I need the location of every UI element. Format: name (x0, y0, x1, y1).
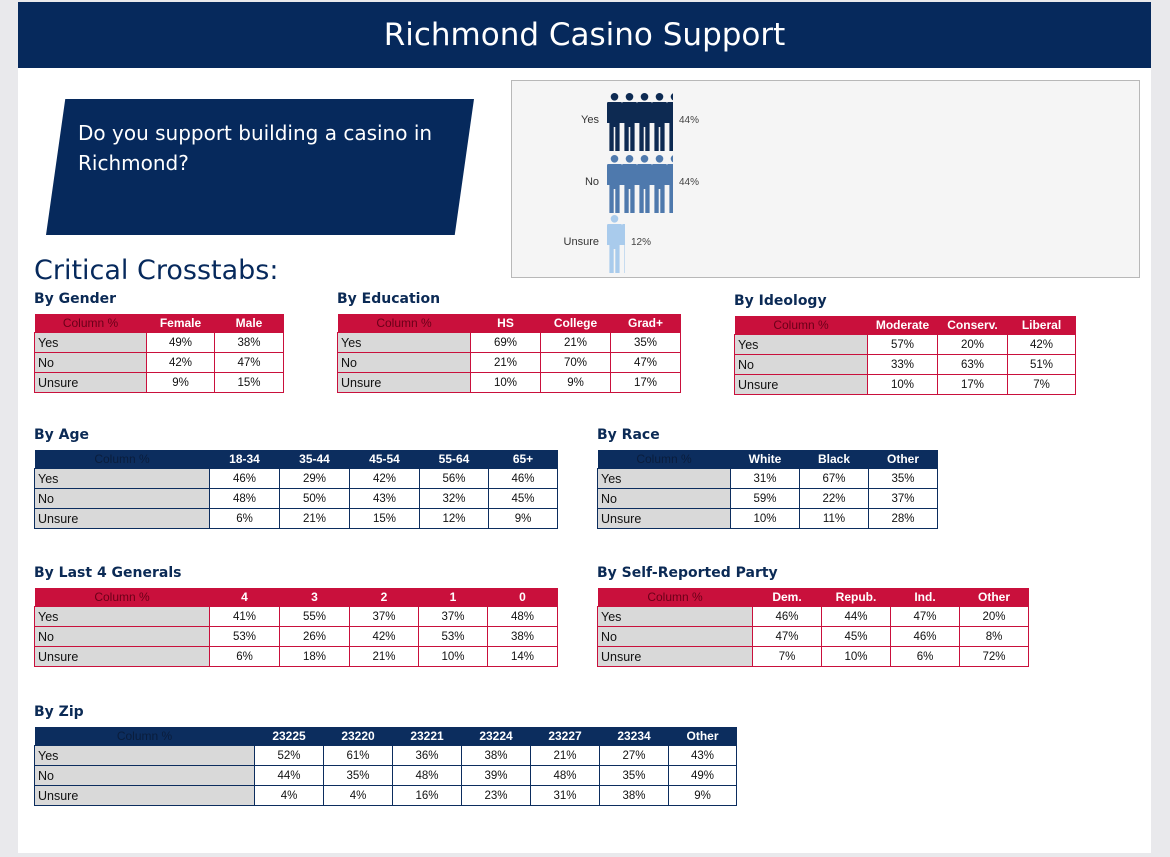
table-cell: 20% (960, 607, 1029, 627)
table-cell: 53% (419, 627, 488, 647)
pictograph-bar (607, 155, 682, 213)
table-row (598, 627, 1029, 647)
report-page (18, 2, 1151, 853)
zip-table (34, 727, 737, 806)
table-cell: 21% (471, 353, 541, 373)
row-label: Yes (735, 335, 868, 355)
column-header: HS (471, 314, 541, 333)
column-header: 23234 (600, 727, 669, 746)
table-cell: 42% (1008, 335, 1076, 355)
topline-pictograph-chart (511, 80, 1140, 278)
pictograph-svg (512, 81, 1139, 277)
table-cell: 44% (822, 607, 891, 627)
column-percent-header: Column % (35, 314, 147, 333)
table-cell: 21% (541, 333, 611, 353)
column-header: Dem. (753, 588, 822, 607)
table-cell: 10% (868, 375, 938, 395)
table-cell: 72% (960, 647, 1029, 667)
race-crosstab (597, 427, 938, 529)
row-label: Yes (35, 469, 210, 489)
person-icon (607, 155, 622, 213)
table-cell: 21% (350, 647, 419, 667)
table-cell: 37% (419, 607, 488, 627)
column-percent-header: Column % (35, 588, 210, 607)
column-header: 45-54 (350, 450, 420, 469)
ideology-crosstab (734, 293, 1076, 395)
table-cell: 23% (462, 786, 531, 806)
race-crosstab-title: By Race (597, 427, 660, 443)
generals-crosstab (34, 565, 558, 667)
table-cell: 38% (600, 786, 669, 806)
table-cell: 52% (255, 746, 324, 766)
table-cell: 9% (541, 373, 611, 393)
zip-crosstab (34, 704, 737, 806)
table-row (735, 335, 1076, 355)
person-icon (637, 155, 652, 213)
table-cell: 47% (753, 627, 822, 647)
table-cell: 38% (488, 627, 558, 647)
column-header: Repub. (822, 588, 891, 607)
table-cell: 7% (1008, 375, 1076, 395)
table-row (598, 647, 1029, 667)
table-cell: 7% (753, 647, 822, 667)
page-title: Richmond Casino Support (18, 2, 1151, 68)
column-percent-header: Column % (735, 316, 868, 335)
table-cell: 16% (393, 786, 462, 806)
table-cell: 21% (531, 746, 600, 766)
party-crosstab (597, 565, 1029, 667)
age-crosstab (34, 427, 558, 529)
row-label: Unsure (735, 375, 868, 395)
column-header: 65+ (489, 450, 558, 469)
table-cell: 49% (147, 333, 215, 353)
column-header: Male (215, 314, 284, 333)
table-row (35, 766, 737, 786)
table-cell: 70% (541, 353, 611, 373)
table-cell: 4% (255, 786, 324, 806)
column-header: Ind. (891, 588, 960, 607)
ideology-crosstab-title: By Ideology (734, 293, 827, 309)
table-cell: 46% (753, 607, 822, 627)
row-label: Unsure (598, 509, 731, 529)
column-header: 23227 (531, 727, 600, 746)
table-cell: 18% (280, 647, 350, 667)
column-percent-header: Column % (35, 450, 210, 469)
table-row (598, 469, 938, 489)
table-cell: 26% (280, 627, 350, 647)
column-header: 23224 (462, 727, 531, 746)
pictograph-category-label: No (584, 176, 599, 188)
row-label: No (735, 355, 868, 375)
table-cell: 15% (350, 509, 420, 529)
row-label: No (35, 627, 210, 647)
column-header: 23220 (324, 727, 393, 746)
table-cell: 14% (488, 647, 558, 667)
person-icon (622, 93, 637, 151)
table-cell: 47% (215, 353, 284, 373)
row-label: No (338, 353, 471, 373)
row-label: Unsure (338, 373, 471, 393)
table-cell: 35% (611, 333, 681, 353)
table-cell: 9% (669, 786, 737, 806)
table-row (735, 355, 1076, 375)
table-cell: 10% (822, 647, 891, 667)
table-cell: 69% (471, 333, 541, 353)
gender-table (34, 314, 284, 393)
zip-crosstab-title: By Zip (34, 704, 84, 720)
table-row (35, 607, 558, 627)
table-cell: 49% (669, 766, 737, 786)
person-icon (607, 215, 622, 273)
table-cell: 63% (938, 355, 1008, 375)
column-header: 1 (419, 588, 488, 607)
table-row (35, 509, 558, 529)
table-row (35, 786, 737, 806)
column-header: 2 (350, 588, 419, 607)
column-header: College (541, 314, 611, 333)
column-header: 3 (280, 588, 350, 607)
table-cell: 12% (420, 509, 489, 529)
gender-crosstab-title: By Gender (34, 291, 117, 307)
table-cell: 38% (462, 746, 531, 766)
row-label: Yes (35, 746, 255, 766)
table-row (35, 489, 558, 509)
table-cell: 33% (868, 355, 938, 375)
table-cell: 48% (531, 766, 600, 786)
row-label: Yes (338, 333, 471, 353)
column-header: 18-34 (210, 450, 280, 469)
table-cell: 32% (420, 489, 489, 509)
column-header: Moderate (868, 316, 938, 335)
table-cell: 31% (531, 786, 600, 806)
table-cell: 43% (669, 746, 737, 766)
column-header: 4 (210, 588, 280, 607)
column-header: White (731, 450, 800, 469)
column-percent-header: Column % (598, 588, 753, 607)
table-cell: 10% (731, 509, 800, 529)
column-percent-header: Column % (338, 314, 471, 333)
table-row (35, 627, 558, 647)
row-label: Unsure (35, 647, 210, 667)
table-cell: 43% (350, 489, 420, 509)
row-label: No (598, 627, 753, 647)
table-cell: 48% (488, 607, 558, 627)
pictograph-value-label: 44% (679, 177, 700, 188)
table-cell: 57% (868, 335, 938, 355)
row-label: Yes (598, 607, 753, 627)
column-percent-header: Column % (598, 450, 731, 469)
table-row (598, 489, 938, 509)
table-cell: 61% (324, 746, 393, 766)
column-header: 23221 (393, 727, 462, 746)
table-cell: 27% (600, 746, 669, 766)
row-label: No (35, 489, 210, 509)
person-icon (607, 93, 622, 151)
table-cell: 35% (869, 469, 938, 489)
table-cell: 48% (210, 489, 280, 509)
pictograph-row-yes (581, 93, 699, 151)
table-row (598, 509, 938, 529)
education-crosstab (337, 291, 681, 393)
age-crosstab-title: By Age (34, 427, 90, 443)
table-cell: 67% (800, 469, 869, 489)
crosstabs-heading: Critical Crosstabs: (34, 255, 279, 286)
table-cell: 39% (462, 766, 531, 786)
table-cell: 42% (350, 627, 419, 647)
table-cell: 6% (210, 509, 280, 529)
table-cell: 55% (280, 607, 350, 627)
generals-table (34, 588, 558, 667)
row-label: Unsure (35, 373, 147, 393)
person-icon (622, 155, 637, 213)
table-cell: 46% (489, 469, 558, 489)
table-cell: 53% (210, 627, 280, 647)
gender-crosstab (34, 291, 284, 393)
table-cell: 29% (280, 469, 350, 489)
row-label: Unsure (35, 786, 255, 806)
table-cell: 46% (210, 469, 280, 489)
table-cell: 22% (800, 489, 869, 509)
pictograph-category-label: Unsure (563, 236, 599, 248)
table-cell: 38% (215, 333, 284, 353)
column-header: Conserv. (938, 316, 1008, 335)
column-header: Other (669, 727, 737, 746)
table-cell: 8% (960, 627, 1029, 647)
table-cell: 42% (147, 353, 215, 373)
table-row (598, 607, 1029, 627)
row-label: Yes (35, 333, 147, 353)
table-cell: 44% (255, 766, 324, 786)
table-cell: 10% (471, 373, 541, 393)
table-cell: 9% (147, 373, 215, 393)
table-row (338, 353, 681, 373)
table-cell: 46% (891, 627, 960, 647)
table-cell: 59% (731, 489, 800, 509)
table-cell: 17% (938, 375, 1008, 395)
table-cell: 6% (210, 647, 280, 667)
column-header: Other (960, 588, 1029, 607)
table-cell: 20% (938, 335, 1008, 355)
table-cell: 28% (869, 509, 938, 529)
column-header: 55-64 (420, 450, 489, 469)
table-cell: 42% (350, 469, 420, 489)
table-cell: 47% (891, 607, 960, 627)
table-row (35, 353, 284, 373)
row-label: Unsure (598, 647, 753, 667)
table-cell: 45% (489, 489, 558, 509)
table-row (338, 373, 681, 393)
table-cell: 4% (324, 786, 393, 806)
table-row (35, 469, 558, 489)
table-cell: 48% (393, 766, 462, 786)
age-table (34, 450, 558, 529)
person-icon (652, 155, 667, 213)
person-icon (637, 93, 652, 151)
table-row (35, 647, 558, 667)
table-cell: 35% (600, 766, 669, 786)
row-label: Unsure (35, 509, 210, 529)
row-label: No (598, 489, 731, 509)
row-label: No (35, 353, 147, 373)
table-cell: 47% (611, 353, 681, 373)
ideology-table (734, 316, 1076, 395)
column-header: Other (869, 450, 938, 469)
table-cell: 10% (419, 647, 488, 667)
column-header: Grad+ (611, 314, 681, 333)
table-cell: 17% (611, 373, 681, 393)
pictograph-row-no (585, 155, 699, 213)
question-text: Do you support building a casino in Richmond? (78, 121, 433, 175)
education-crosstab-title: By Education (337, 291, 441, 307)
table-cell: 37% (350, 607, 419, 627)
table-cell: 37% (869, 489, 938, 509)
table-row (35, 333, 284, 353)
column-percent-header: Column % (35, 727, 255, 746)
party-crosstab-title: By Self-Reported Party (597, 565, 778, 581)
table-cell: 35% (324, 766, 393, 786)
column-header: 0 (488, 588, 558, 607)
table-row (35, 373, 284, 393)
table-cell: 21% (280, 509, 350, 529)
table-cell: 56% (420, 469, 489, 489)
table-row (35, 746, 737, 766)
column-header: Liberal (1008, 316, 1076, 335)
table-cell: 31% (731, 469, 800, 489)
table-cell: 9% (489, 509, 558, 529)
table-cell: 6% (891, 647, 960, 667)
table-row (735, 375, 1076, 395)
table-cell: 36% (393, 746, 462, 766)
person-icon (652, 93, 667, 151)
row-label: No (35, 766, 255, 786)
table-row (338, 333, 681, 353)
table-cell: 11% (800, 509, 869, 529)
table-cell: 41% (210, 607, 280, 627)
generals-crosstab-title: By Last 4 Generals (34, 565, 182, 581)
column-header: Black (800, 450, 869, 469)
column-header: 23225 (255, 727, 324, 746)
pictograph-category-label: Yes (581, 114, 599, 126)
column-header: Female (147, 314, 215, 333)
row-label: Yes (35, 607, 210, 627)
pictograph-value-label: 12% (631, 237, 652, 248)
pictograph-row-unsure (564, 215, 652, 273)
race-table (597, 450, 938, 529)
table-cell: 45% (822, 627, 891, 647)
education-table (337, 314, 681, 393)
table-cell: 15% (215, 373, 284, 393)
column-header: 35-44 (280, 450, 350, 469)
pictograph-value-label: 44% (679, 115, 700, 126)
table-cell: 50% (280, 489, 350, 509)
row-label: Yes (598, 469, 731, 489)
pictograph-bar (607, 93, 682, 151)
party-table (597, 588, 1029, 667)
table-cell: 51% (1008, 355, 1076, 375)
